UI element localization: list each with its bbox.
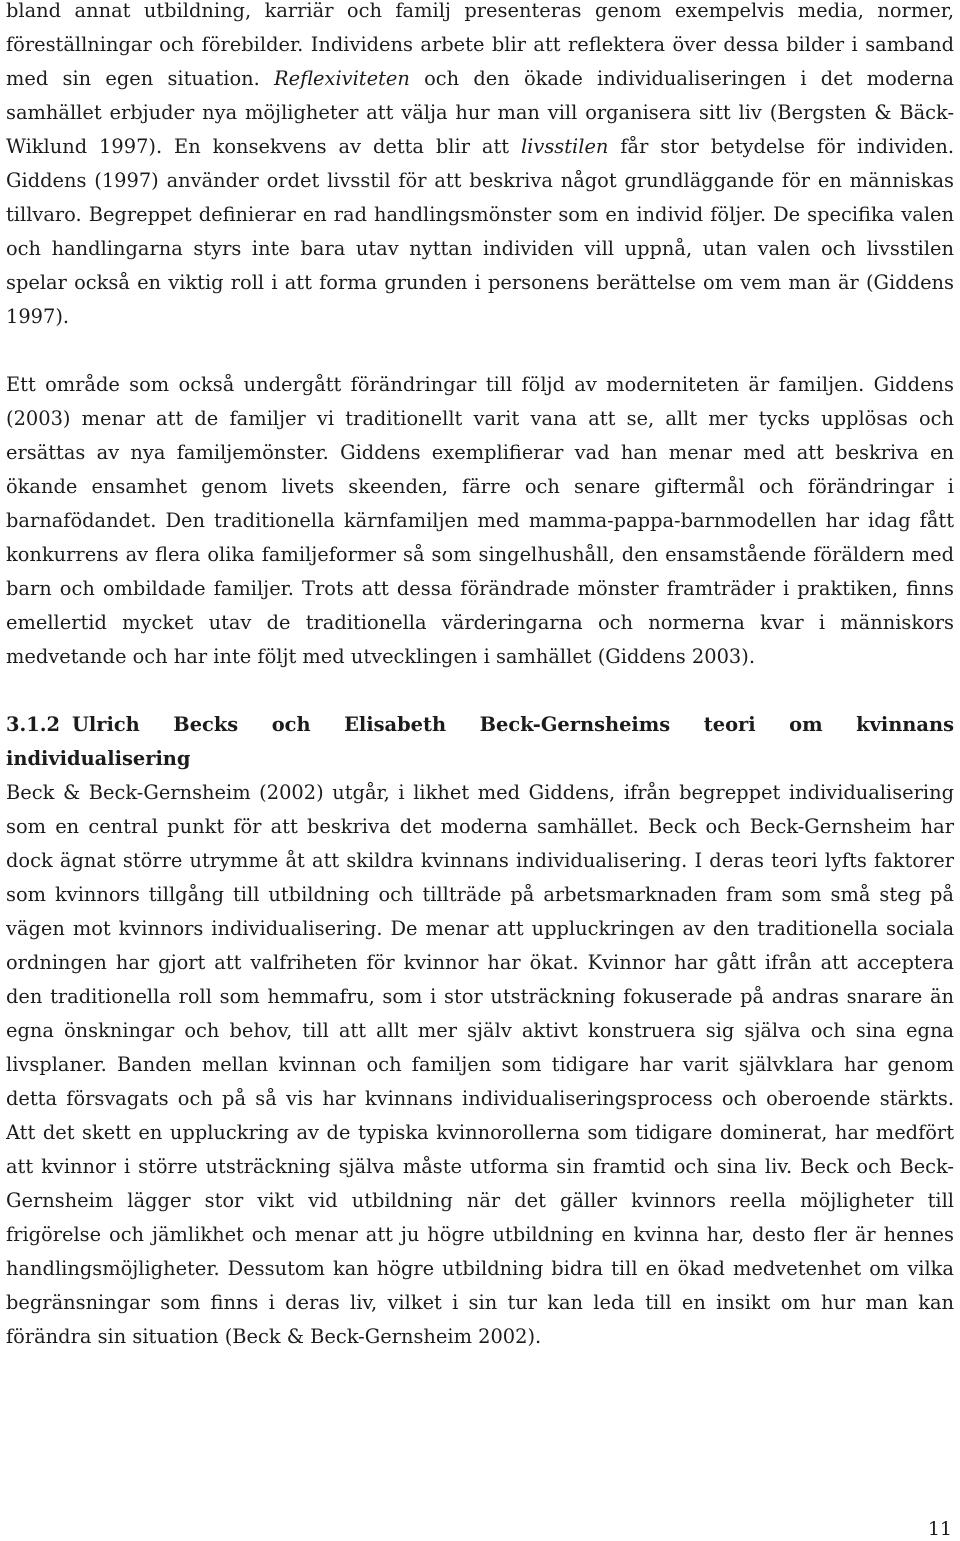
paragraph-familjen: Ett område som också undergått förändringar till följd av moderniteten är familjen. Giddens (2003) menar att de familjer vi traditionellt varit vana att se, allt mer tycks upplösas och ersättas av nya familjemönster. Giddens exemplifierar vad han menar med att beskriva en ökande ensamhet genom livets skeenden, färre och senare giftermål och förändringar i barnafödandet. Den traditionella kärnfamiljen med mamma-pappa-barnmodellen har idag fått konkurrens av flera olika familjeformer så som singelhushåll, den ensamstående föräldern med barn och ombildade familjer. Trots att dessa förändrade mönster framträder i praktiken, finns emellertid mycket utav de traditionella värderingarna och normerna kvar i människors medvetande och har inte följt med utvecklingen i samhället (Giddens 2003). bbox=[6, 373, 954, 668]
paragraph-text: och den ökade individualiseringen i det moderna samhället erbjuder nya möjligheter att välja hur man vill organisera sitt liv (Bergsten & Bäck-Wiklund 1997). En konsekvens av detta blir att bbox=[6, 67, 954, 158]
paragraph-text: bland annat utbildning, karriär och familj presenteras genom exempelvis media, normer, föreställningar och förebilder. Individens arbete blir att reflektera över dessa bilder i samband med sin egen situation. bbox=[6, 0, 954, 90]
italic-term-reflexiviteten: Reflexiviteten bbox=[274, 67, 410, 90]
section-heading bbox=[6, 708, 954, 776]
paragraph-beck: Beck & Beck-Gernsheim (2002) utgår, i likhet med Giddens, ifrån begreppet individualisering som en central punkt för att beskriva det moderna samhället. Beck och Beck-Gernsheim har dock ägnat större utrymme åt att skildra kvinnans individualisering. I deras teori lyfts faktorer som kvinnors tillgång till utbildning och tillträde på arbetsmarknaden fram som små steg på vägen mot kvinnors individualisering. De menar att uppluckringen av den traditionella sociala ordningen har gjort att valfriheten för kvinnor har ökat. Kvinnor har gått ifrån att acceptera den traditionella roll som hemmafru, som i stor utsträckning fokuserade på andras snarare än egna önskningar och behov, till att allt mer själv aktivt konstruera sig själva och sina egna livsplaner. Banden mellan kvinnan och familjen som tidigare har varit självklara har genom detta försvagats och på så vis har kvinnans individualiseringsprocess och oberoende stärkts. Att det skett en uppluckring av de typiska kvinnorollerna som tidigare dominerat, har medfört att kvinnor i större utsträckning själva måste utforma sin framtid och sina liv. Beck och Beck-Gernsheim lägger stor vikt vid utbildning när det gäller kvinnors reella möjligheter till frigörelse och jämlikhet och menar att ju högre utbildning en kvinna har, desto fler är hennes handlingsmöjligheter. Dessutom kan högre utbildning bidra till en ökad medvetenhet om vilka begränsningar som finns i deras liv, vilket i sin tur kan leda till en insikt om hur man kan förändra sin situation (Beck & Beck-Gernsheim 2002). bbox=[6, 781, 954, 1348]
document-page bbox=[6, 0, 954, 1541]
paragraph-livsstil bbox=[6, 0, 954, 334]
italic-term-livsstilen: livsstilen bbox=[520, 135, 609, 158]
section-title: Ulrich Becks och Elisabeth Beck-Gernsheims teori om kvinnans individualisering bbox=[6, 713, 954, 770]
section-number: 3.1.2 bbox=[6, 713, 60, 736]
page-number: 11 bbox=[927, 1518, 952, 1540]
paragraph-text: får stor betydelse för individen. Giddens (1997) använder ordet livsstil för att beskriva något grundläggande för en människas tillvaro. Begreppet definierar en rad handlingsmönster som en individ följer. De specifika valen och handlingarna styrs inte bara utav nyttan individen vill uppnå, utan valen och livsstilen spelar också en viktig roll i att forma grunden i personens berättelse om vem man är (Giddens 1997). bbox=[6, 135, 954, 328]
